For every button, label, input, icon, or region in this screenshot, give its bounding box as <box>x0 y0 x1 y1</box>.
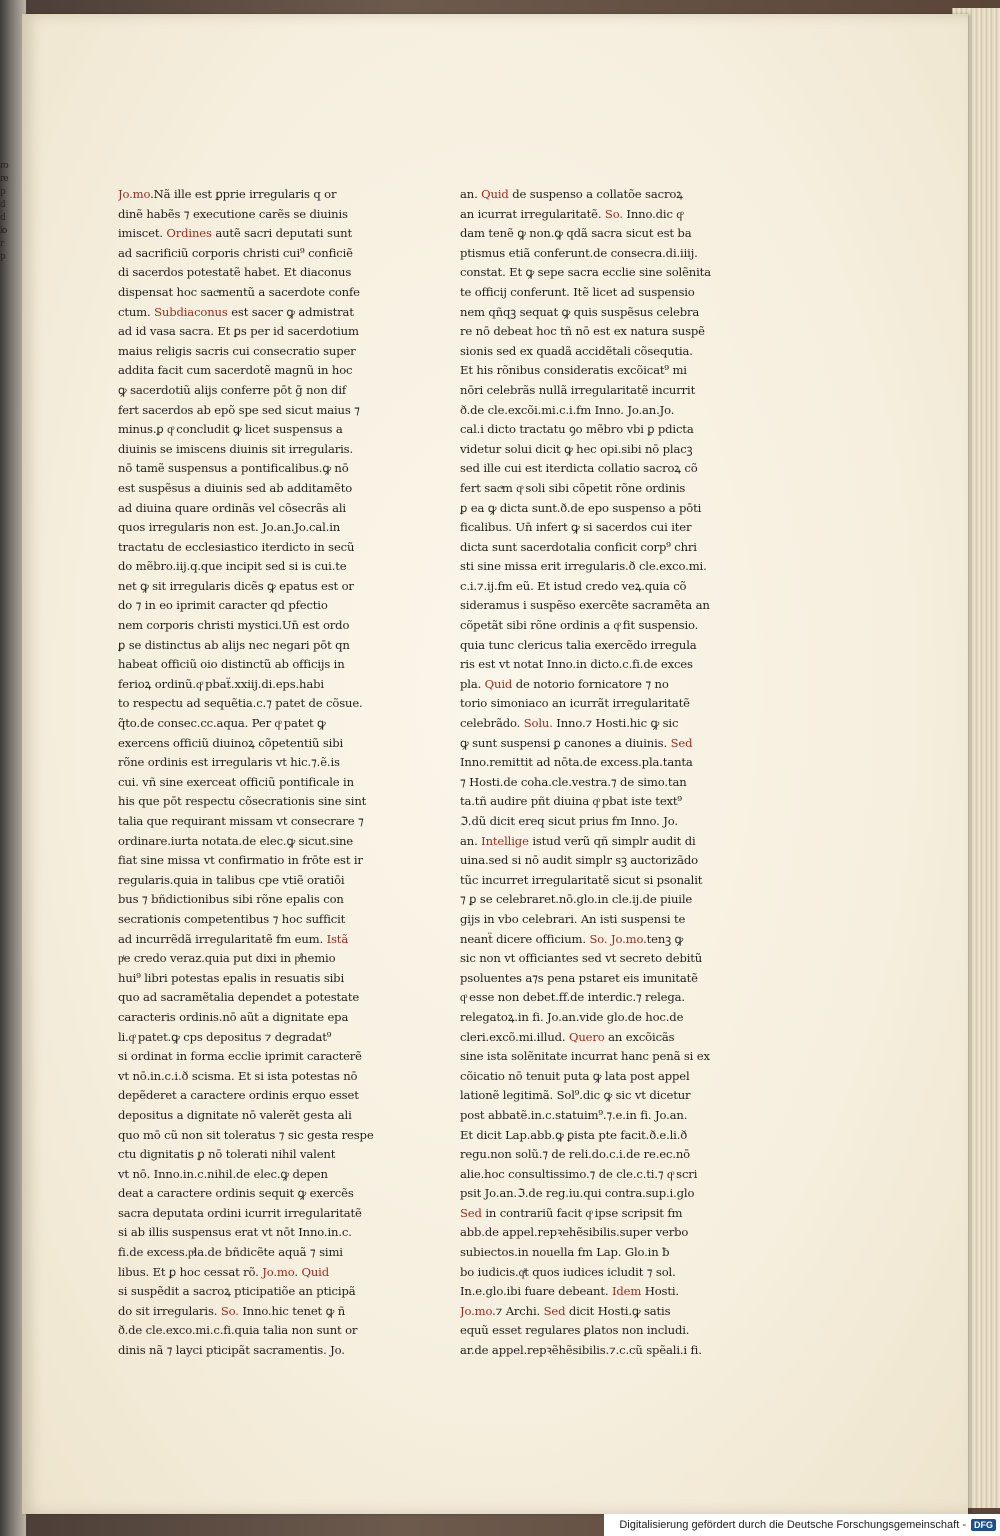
text-line: li.qͦ patet.ꝙ cps depositus ⁊ degradat⁹ <box>118 1029 332 1044</box>
text-line: ad sacrificiũ corporis christi cui⁹ conficiẽ <box>118 245 353 260</box>
text-line: gijs in vbo celebrari. An isti suspensi te <box>460 911 686 926</box>
text-line: relegatoꝝ.in fi. Jo.an.vide glo.de hoc.de <box>460 1009 684 1024</box>
text-line: fert sacͣm qͦ soli sibi cõpetit rõne ordinis <box>460 480 686 495</box>
text-line: si ab illis suspensus erat vt nōt Inno.in.c. <box>118 1225 352 1240</box>
text-line: fert sacerdos ab epõ spe sed sicut maius ⁊ <box>118 402 360 417</box>
text-line: Sed in contrariũ facit qͦ ipse scripsit fm <box>460 1205 683 1220</box>
text-line: psit Jo.an.ℑ.de reg.iu.qui contra.sup.i.glo <box>460 1186 695 1201</box>
text-line: bo iudicis.qͥt quos iudices icludit ⁊ sol. <box>460 1264 676 1279</box>
text-line: ⁊ Hosti.de coha.cle.vestra.⁊ de simo.tan <box>460 774 687 789</box>
text-line: rõne ordinis est irregularis vt hic.⁊.ẽ.is <box>118 755 340 770</box>
text-line: talia que requirant missam vt consecrare ⁊ <box>118 814 364 828</box>
text-line: sionis sed ex quadã accidẽtali cõsequtia. <box>460 343 693 358</box>
text-line: regu.non solũ.⁊ de reli.do.c.i.de re.ec.nō <box>460 1147 690 1162</box>
previous-page-text-fragment: ro re p d d io r p <box>0 161 8 262</box>
text-line: exercens officiũ diuinoꝝ cõpetentiũ sibi <box>118 735 344 750</box>
text-line: dinis nã ⁊ layci pticipãt sacramentis. Jo. <box>118 1343 345 1358</box>
text-line: pla. Quid de notorio fornicatore ⁊ no <box>460 676 669 691</box>
text-line: sine ista solẽnitate incurrat hanc penã si ex <box>460 1049 710 1064</box>
text-line: ℑ.dũ dicit ereq sicut prius fm Inno. Jo. <box>460 814 678 828</box>
text-line: dinẽ habẽs ⁊ executione carẽs se diuinis <box>118 206 348 221</box>
text-line: habeat officiũ oio distinctũ ab officijs in <box>118 657 345 672</box>
text-line: di sacerdos potestatẽ habet. Et diaconus <box>118 265 352 280</box>
text-line: ⁊ ꝑ se celebraret.nō.glo.in cle.ij.de piuile <box>460 892 693 907</box>
text-line: videtur solui dicit ꝙ hec opi.sibi nō placꝫ <box>460 441 693 456</box>
text-line: bus ⁊ bñdictionibus sibi rõne epalis con <box>118 892 344 907</box>
text-line: maius religis sacris cui consecratio super <box>118 343 356 358</box>
text-column-right <box>460 185 736 1361</box>
text-line: cleri.excõ.mi.illud. Quero an excõicãs <box>460 1029 675 1044</box>
text-line: sacra deputata ordini icurrit irregularitatẽ <box>118 1205 362 1220</box>
text-line: Et dicit Lap.abb.ꝙ ꝑista pte facit.ð.e.li.ð <box>460 1127 688 1142</box>
text-line: quo mō cũ non sit toleratus ⁊ sic gesta respe <box>118 1127 374 1142</box>
text-line: dispensat hoc sacͣmentũ a sacerdote confe <box>118 284 360 299</box>
text-line: hui⁹ libri potestas epalis in resuatis sibi <box>118 970 345 985</box>
manuscript-page <box>22 14 968 1514</box>
text-line: equũ esset regulares ꝑlatos non includi. <box>460 1323 690 1338</box>
text-line: ris est vt notat Inno.in dicto.c.fi.de exces <box>460 657 693 672</box>
text-line: caracteris ordinis.nō aũt a dignitate epa <box>118 1009 349 1024</box>
text-line: diuinis se imiscens diuinis sit irregularis. <box>118 441 353 456</box>
text-line: Inno.remittit ad nōta.de excess.pla.tanta <box>460 755 693 770</box>
text-line: do sit irregularis. So. Inno.hic tenet ꝙ ñ <box>118 1303 346 1318</box>
text-line: abb.de appel.repꝛehẽsibilis.super verbo <box>460 1225 689 1240</box>
text-line: qͦ esse non debet.ff.de interdic.⁊ relega. <box>460 990 685 1005</box>
text-line: nōri celebrãs nullã irregularitatẽ incurrit <box>460 382 696 397</box>
text-line: vt nō.in.c.i.ð scisma. Et si ista potestas nō <box>118 1068 358 1083</box>
text-line: Jo.mo.Nã ille est ꝑprie irregularis q or <box>118 187 337 201</box>
text-line: net ꝙ sit irregularis dicẽs ꝙ epatus est or <box>118 578 354 593</box>
footer-credit-text: Digitalisierung gefördert durch die Deutsche Forschungsgemeinschaft - <box>619 1519 966 1531</box>
text-column-left <box>118 185 390 1361</box>
text-line: ferioꝝ ordinũ.qͦ pbaẗ.xxiij.di.eps.habi <box>118 676 324 691</box>
text-line: quos irregularis non est. Jo.an.Jo.cal.in <box>118 520 341 535</box>
text-line: si suspẽdit a sacroꝝ pticipatiõe an pticipã <box>118 1284 356 1299</box>
text-line: cõpetãt sibi rõne ordinis a qͦ fit suspensio. <box>460 618 699 633</box>
text-line: depositus a dignitate nō valerẽt gesta ali <box>118 1107 352 1122</box>
text-line: Jo.mo.⁊ Archi. Sed dicit Hosti.ꝙ satis <box>460 1303 671 1318</box>
text-line: sed ille cui est iterdicta collatio sacroꝝ cõ <box>460 461 698 476</box>
text-line: depẽderet a caractere ordinis erquo esset <box>118 1088 359 1103</box>
digitization-footer <box>604 1514 1000 1536</box>
text-line: fi.de excess.pͣla.de bñdicẽte aquã ⁊ simi <box>118 1245 343 1260</box>
text-line: imiscet. Ordines autẽ sacri deputati sunt <box>118 226 352 241</box>
text-line: ar.de appel.repꝛẽhẽsibilis.⁊.c.cũ spẽali.i fi. <box>460 1343 702 1358</box>
text-line: tractatu de ecclesiastico iterdicto in secũ <box>118 539 355 554</box>
text-line: addita facit cum sacerdotẽ magnũ in hoc <box>118 363 353 378</box>
text-line: ordinare.iurta notata.de elec.ꝙ sicut.sine <box>118 833 353 848</box>
text-line: q̃to.de consec.cc.aqua. Per qͦ patet ꝙ <box>118 716 326 731</box>
text-line: do ⁊ in eo iprimit caracter qd pfectio <box>118 598 328 613</box>
text-line: ꝙ sunt suspensi ꝑ canones a diuinis. Sed <box>460 735 693 750</box>
text-line: alie.hoc consultissimo.⁊ de cle.c.ti.⁊ qͦ scri <box>460 1166 698 1181</box>
text-line: neanẗ dicere officium. So. Jo.mo.tenꝫ ꝙ <box>460 931 684 946</box>
text-line: fiat sine missa vt confirmatio in frōte est ir <box>118 853 363 868</box>
text-line: dam tenẽ ꝙ non.ꝙ qdã sacra sicut est ba <box>460 226 692 241</box>
text-line: sideramus i suspẽso exercẽte sacramẽta an <box>460 598 710 613</box>
text-line: ad id vasa sacra. Et ꝑs per id sacerdotium <box>118 324 359 339</box>
text-line: nem corporis christi mystici.Un̄ est ordo <box>118 618 350 633</box>
text-line: ptismus etiã conferunt.de consecra.di.iiij. <box>460 245 698 260</box>
text-line: vt nō. Inno.in.c.nihil.de elec.ꝙ depen <box>118 1166 328 1181</box>
text-line: psoluentes a⁊s pena pstaret eis imunitatẽ <box>460 970 698 985</box>
text-line: uina.sed si nō audit simplr sꝫ auctorizãdo <box>460 853 698 868</box>
text-line: post abbatẽ.in.c.statuim⁹.⁊.e.in fi. Jo.an. <box>460 1107 688 1122</box>
text-line: ð.de cle.excõi.mi.c.i.fm Inno. Jo.an.Jo. <box>460 402 675 417</box>
text-line: ꝑ se distinctus ab alijs nec negari pōt qn <box>118 637 350 652</box>
text-line: nō tamẽ suspensus a pontificalibus.ꝙ nō <box>118 461 349 476</box>
text-line: si ordinat in forma ecclie iprimit caracterẽ <box>118 1049 362 1064</box>
text-line: te officij conferunt. Itẽ licet ad suspensio <box>460 284 695 299</box>
text-line: quo ad sacramẽtalia dependet a potestate <box>118 990 360 1005</box>
text-line: pͭe credo veraz.quia put dixi in pͥhemio <box>118 951 336 966</box>
text-line: torio simoniaco an icurrãt irregularitatẽ <box>460 696 690 711</box>
text-line: Et his rõnibus consideratis excõicat⁹ mi <box>460 363 687 378</box>
text-line: ꝙ sacerdotiũ alijs conferre pōt ḡ non dif <box>118 382 347 397</box>
text-line: minus.ꝑ qͦ concludit ꝙ licet suspensus a <box>118 422 343 437</box>
text-line: to respectu ad sequẽtia.c.⁊ patet de cõsue. <box>118 696 363 711</box>
text-line: nem qñqꝫ sequat ꝙ quis suspẽsus celebra <box>460 304 700 319</box>
text-line: ficalibus. Un̄ infert ꝙ si sacerdos cui iter <box>460 520 692 535</box>
text-line: ad incurrẽdã irregularitatẽ fm eum. Istã <box>118 931 349 946</box>
text-line: libus. Et ꝑ hoc cessat rõ. Jo.mo. Quid <box>118 1264 329 1279</box>
text-line: ta.tñ audire pñt diuina qͦ pbat iste text⁹ <box>460 794 682 809</box>
dfg-logo: DFG <box>971 1519 996 1531</box>
text-line: subiectos.in nouella fm Lap. Glo.in ƀ <box>460 1245 670 1260</box>
text-line: regularis.quia in talibus cpe vtiẽ oratiōi <box>118 872 345 887</box>
text-line: ad diuina quare ordinãs vel cõsecrãs ali <box>118 500 346 515</box>
text-line: an. Intellige istud verũ qñ simplr audit di <box>460 833 696 848</box>
text-line: quia tunc clericus talia exercẽdo irregula <box>460 637 697 652</box>
text-line: est suspẽsus a diuinis sed ab additamẽto <box>118 480 353 495</box>
text-line: c.i.⁊.ij.fm eũ. Et istud credo veꝝ.quia cõ <box>460 578 687 593</box>
text-line: deat a caractere ordinis sequit ꝙ exercẽs <box>118 1186 354 1201</box>
text-line: lationẽ legitimã. Sol⁹.dic ꝙ sic vt dicetur <box>460 1088 691 1103</box>
text-line: ctu dignitatis ꝑ nō tolerati nihil valent <box>118 1147 336 1162</box>
text-line: ꝑ ea ꝙ dicta sunt.ð.de epo suspenso a pōti <box>460 500 702 515</box>
text-line: cõicatio nō tenuit puta ꝙ lata post appel <box>460 1068 690 1083</box>
text-line: an. Quid de suspenso a collatõe sacroꝝ <box>460 187 683 201</box>
text-line: his que pōt respectu cõsecrationis sine sint <box>118 794 367 809</box>
text-line: secrationis competentibus ⁊ hoc sufficit <box>118 911 346 926</box>
text-line: celebrãdo. Solu. Inno.⁊ Hosti.hic ꝙ sic <box>460 716 679 731</box>
text-line: an icurrat irregularitatẽ. So. Inno.dic qͦ <box>460 206 682 221</box>
text-line: do mẽbro.iij.q.que incipit sed si is cui.te <box>118 559 347 574</box>
text-line: sti sine missa erit irregularis.ð cle.exco.mi. <box>460 559 707 574</box>
text-line: sic non vt officiantes sed vt secreto debitũ <box>460 951 703 966</box>
text-line: In.e.glo.ibi fuare debeant. Idem Hosti. <box>460 1284 679 1299</box>
text-line: constat. Et ꝙ sepe sacra ecclie sine solẽnita <box>460 265 711 280</box>
text-line: cal.i dicto tractatu ꝯo mẽbro vbi ꝑ pdicta <box>460 422 694 437</box>
text-line: ð.de cle.exco.mi.c.fi.quia talia non sunt or <box>118 1323 358 1338</box>
text-line: cui. vñ sine exerceat officiũ pontificale in <box>118 774 354 789</box>
text-line: tũc incurret irregularitatẽ sicut si psonalit <box>460 872 703 887</box>
text-line: dicta sunt sacerdotalia conficit corp⁹ chri <box>460 539 697 554</box>
text-line: ctum. Subdiaconus est sacer ꝙ admistrat <box>118 304 354 319</box>
text-line: re nō debeat hoc tñ nō est ex natura suspẽ <box>460 324 705 339</box>
